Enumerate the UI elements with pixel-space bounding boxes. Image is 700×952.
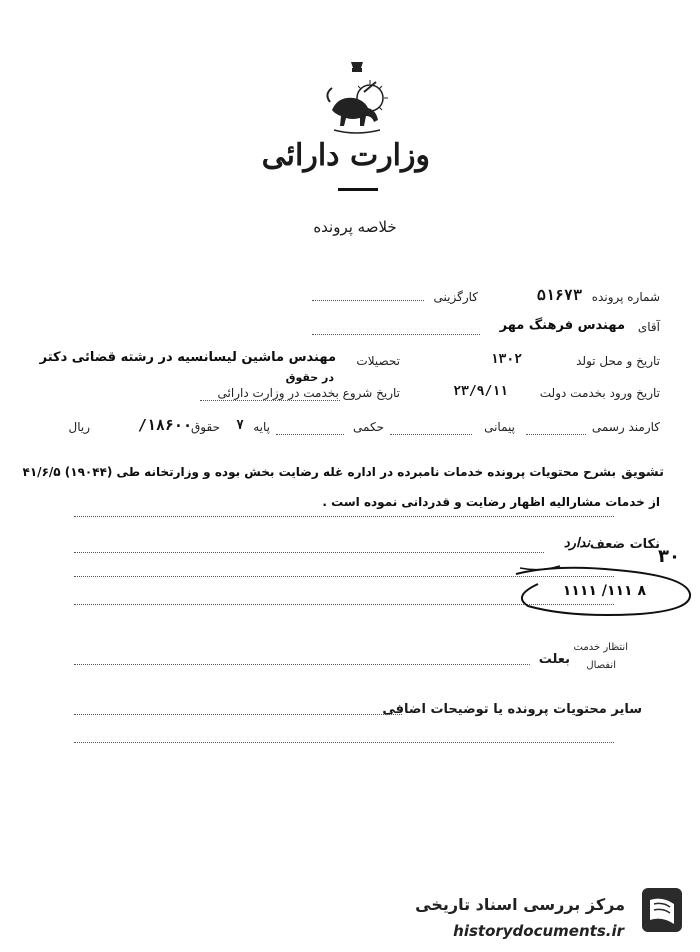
signature-text: ۸ ۱۱۱/ ۱۱۱۱ — [562, 583, 646, 599]
encouragement-line-rule — [74, 516, 614, 517]
education-value: مهندس ماشین لیسانسیه در رشته قضائی دکتر — [39, 350, 336, 365]
book-logo-icon — [640, 886, 684, 934]
margin-note: ۳۰ — [658, 546, 680, 567]
other-rule-2 — [74, 742, 614, 743]
ministry-entry-label: تاریخ شروع بخدمت در وزارت دارائی — [217, 386, 400, 400]
encouragement-line-2: از خدمات مشارالیه اظهار رضایت و قدردانی نموده است . — [322, 495, 660, 509]
ruling-label: حکمی — [353, 420, 384, 434]
ministry-underline — [338, 188, 378, 191]
contract-line — [390, 434, 472, 435]
encouragement-label: تشویق — [621, 465, 664, 480]
salary-label: حقوق — [191, 420, 220, 434]
contract-label: پیمانی — [484, 420, 515, 434]
weakness-label: نکات ضعف — [589, 537, 660, 552]
separation-label: انفصال — [586, 660, 616, 671]
gov-entry-value: ۲۳/۹/۱۱ — [453, 384, 508, 399]
employment-type-label: کارگزینی — [433, 290, 478, 304]
gov-entry-label: تاریخ ورود بخدمت دولت — [539, 386, 660, 400]
mister-label: آقای — [637, 320, 660, 334]
employment-type-line — [312, 300, 424, 301]
ministry-title: وزارت دارائی — [261, 138, 430, 173]
weakness-value: ندارد — [563, 536, 590, 551]
rial-label: ریال — [68, 420, 90, 434]
other-line — [74, 714, 402, 715]
education-label: تحصیلات — [356, 354, 400, 368]
waiting-label: انتظار خدمت — [573, 642, 628, 653]
education-value-continued: در حقوق — [285, 371, 334, 384]
file-number-label: شماره پرونده — [591, 290, 660, 304]
lion-and-sun-emblem — [318, 58, 396, 140]
grade-value: ۷ — [236, 418, 244, 433]
mister-line — [312, 334, 480, 335]
other-label: سایر محتویات پرونده یا توضیحات اضافی — [382, 702, 642, 717]
encouragement-line-1: بشرح محتویات پرونده خدمات نامبرده در اداره غله رضایت بخش بوده و وزارتخانه طی (۱۹۰۴۴) ۴۱/۶/۵ — [22, 465, 616, 479]
ministry-entry-line — [200, 400, 340, 401]
file-number-value: ۵۱۶۷۳ — [536, 286, 582, 304]
watermark-url: historydocuments.ir — [453, 922, 624, 940]
mister-value: مهندس فرهنگ مهر — [499, 318, 625, 333]
official-line — [526, 434, 586, 435]
ruling-line — [276, 434, 344, 435]
document-title: خلاصه پرونده — [313, 218, 397, 236]
weakness-line — [74, 552, 544, 553]
official-label: کارمند رسمی — [591, 420, 660, 434]
reason-label: بعلت — [538, 652, 570, 667]
watermark-title: مرکز بررسی اسناد تاریخی — [415, 895, 625, 914]
salary-value: ۱۸۶۰۰/ — [137, 416, 192, 434]
reason-line — [74, 664, 530, 665]
birth-label: تاریخ و محل تولد — [576, 354, 660, 368]
birth-value: ۱۳۰۲ — [490, 352, 522, 367]
grade-label: پایه — [253, 420, 270, 434]
